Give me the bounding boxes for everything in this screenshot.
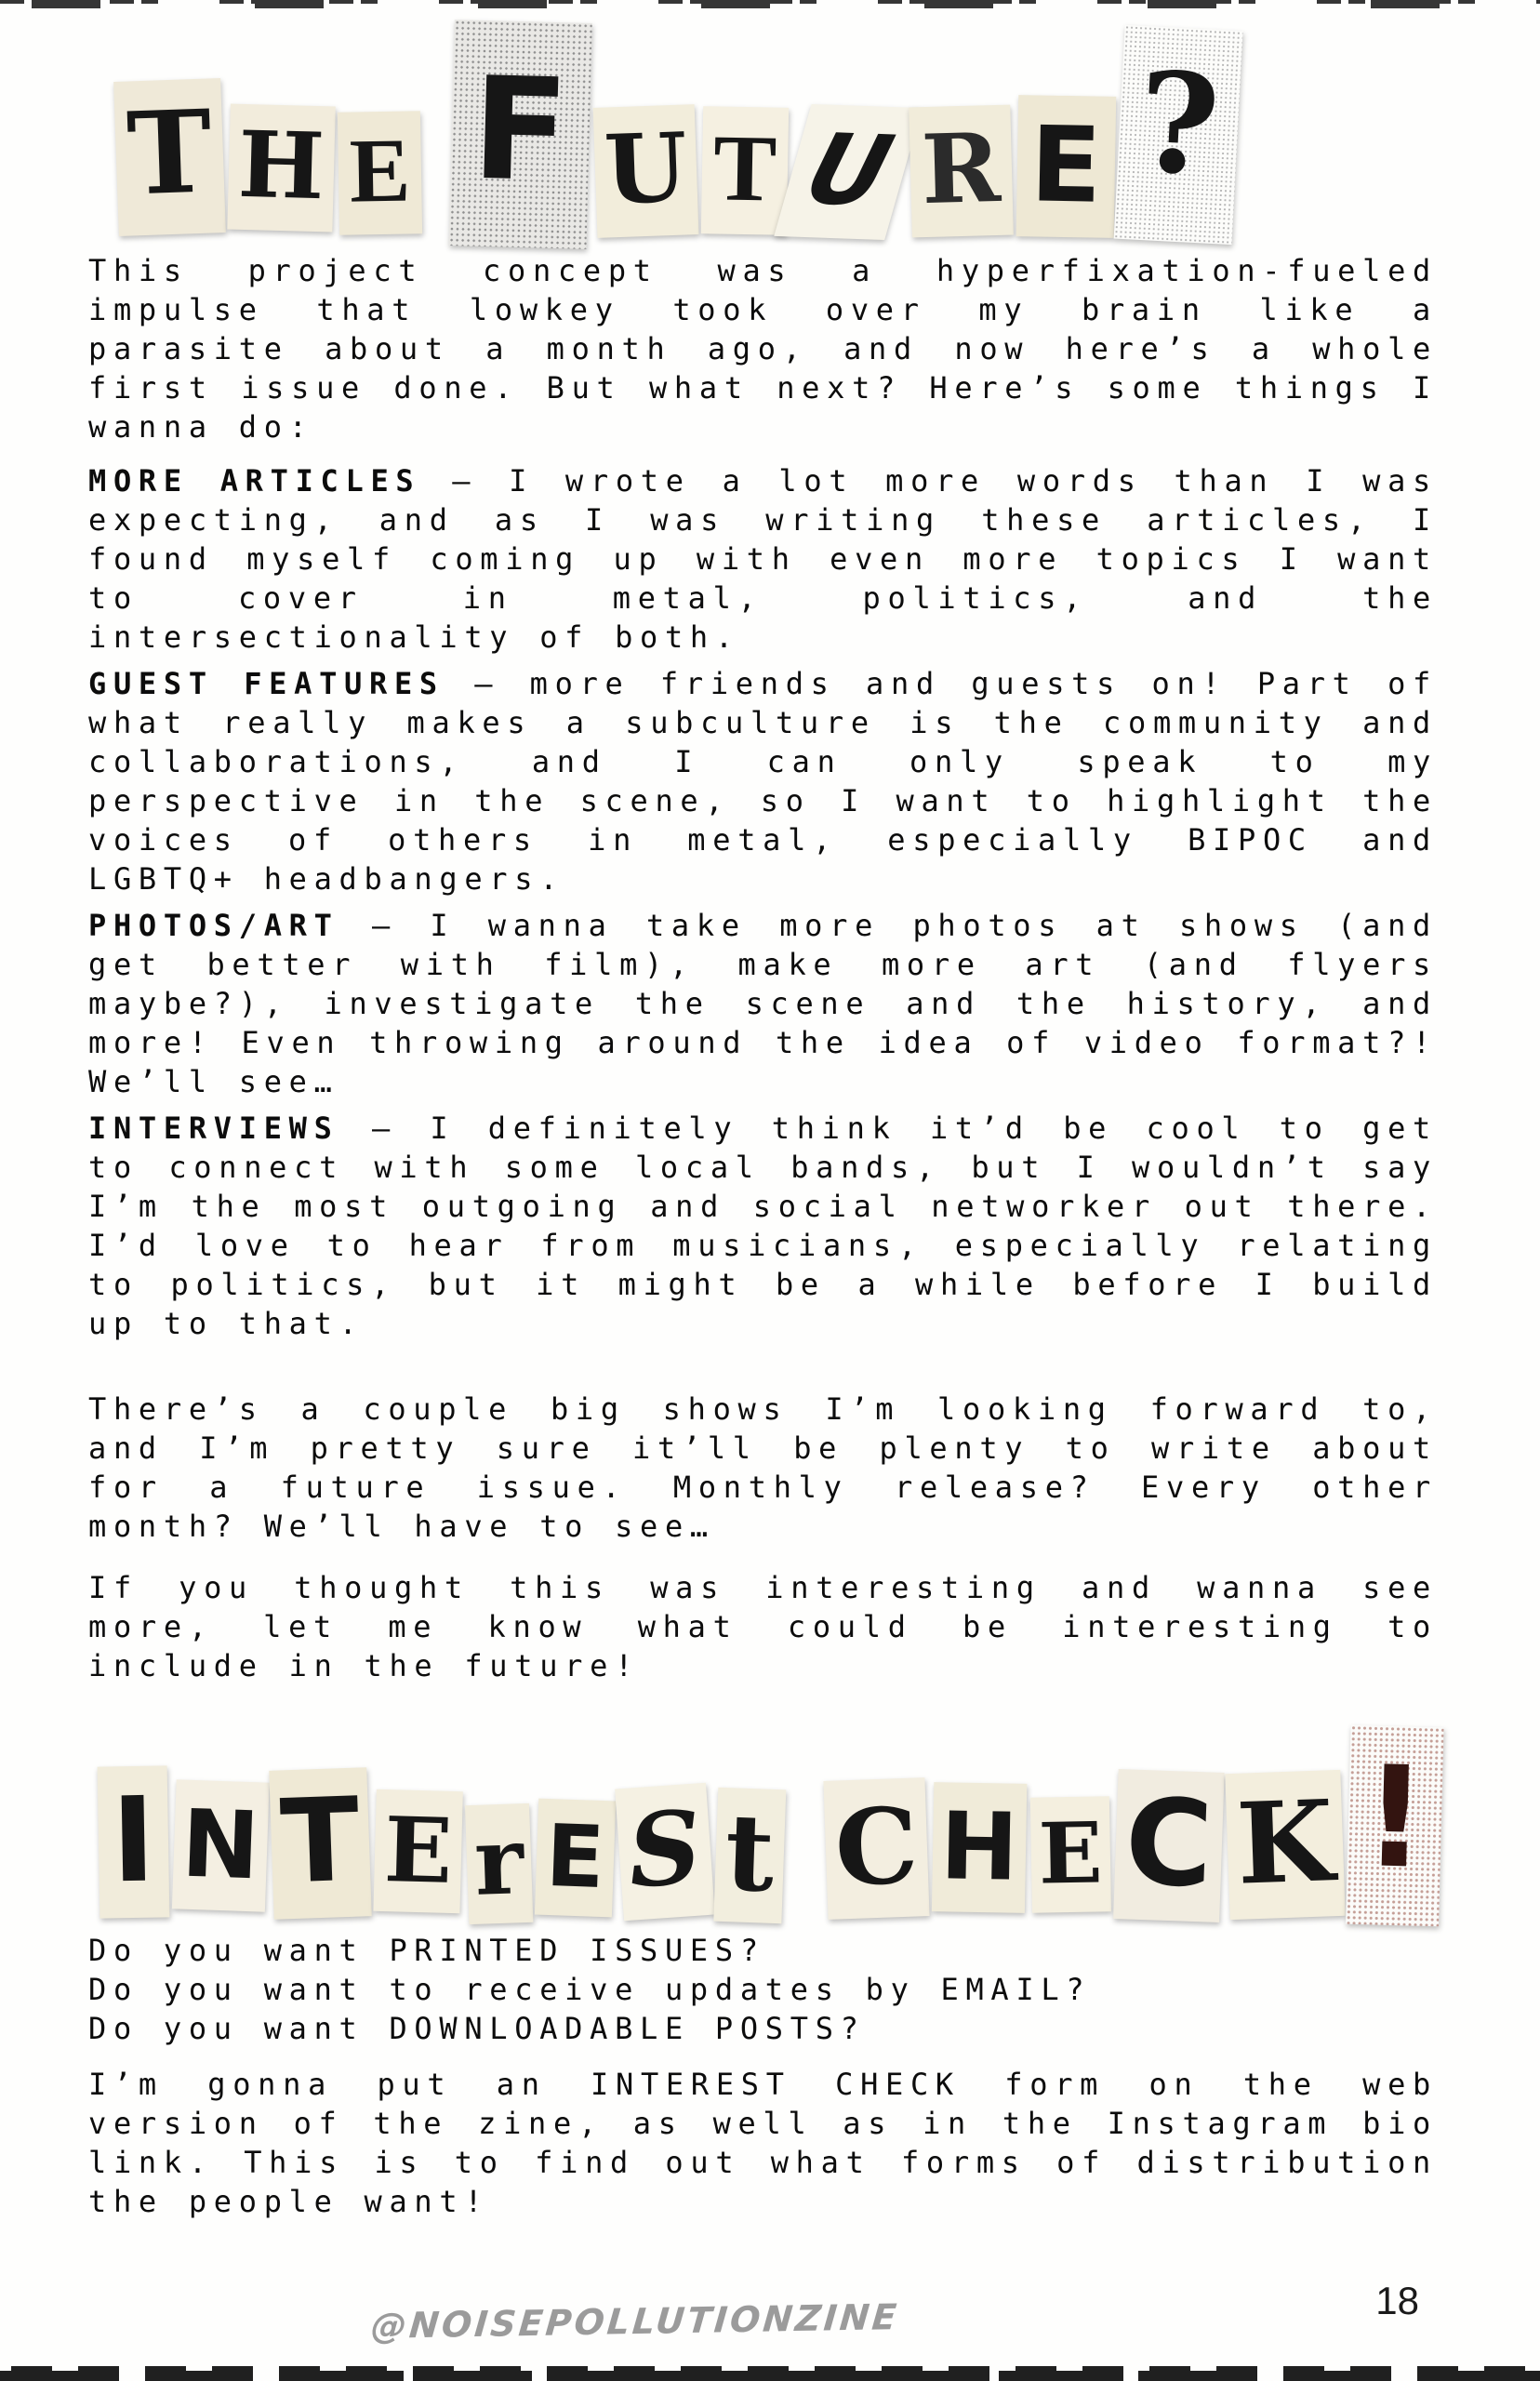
question-printed-issues: Do you want PRINTED ISSUES?: [88, 1933, 765, 1968]
plan-lead: GUEST FEATURES: [88, 666, 445, 701]
interest-title-letter: r: [465, 1803, 533, 1924]
interest-title-letter: E: [1030, 1796, 1111, 1912]
main-title-letter: F: [448, 20, 591, 249]
interest-title-letter: T: [269, 1767, 371, 1920]
plan-interviews: [88, 1109, 1438, 1343]
main-title-letter: R: [909, 105, 1013, 238]
interest-title-letter: S: [615, 1783, 715, 1921]
plan-text: — I wrote a lot more words than I was expecting, and as I was writing these articles, I found myself coming up with even more topics I want to cover in metal, politics, and the intersectionality of both.: [88, 463, 1438, 655]
plan-lead: INTERVIEWS: [88, 1111, 339, 1146]
question-downloadable-posts: Do you want DOWNLOADABLE POSTS?: [88, 2011, 866, 2046]
main-title-letter: E: [1016, 95, 1115, 238]
interest-title-letter: K: [1225, 1770, 1346, 1920]
interest-title-letter: N: [171, 1779, 268, 1911]
plan-photos-art: [88, 906, 1438, 1101]
main-title-letter: U: [774, 104, 923, 240]
interest-title-letter: H: [932, 1782, 1027, 1913]
main-title-letter: T: [113, 78, 226, 236]
main-title-letter: ?: [1114, 25, 1243, 245]
interest-title-letter: I: [97, 1765, 169, 1918]
interest-title-letter: E: [535, 1799, 616, 1918]
interest-title-letter: C: [1113, 1769, 1224, 1922]
interest-title-ransom: [0, 1706, 1540, 1918]
main-title-letter: U: [592, 104, 698, 238]
interest-questions: [0, 1931, 1540, 2048]
main-title-letter: H: [227, 104, 335, 233]
plan-lead: PHOTOS/ART: [88, 908, 339, 943]
plan-more-articles: [88, 461, 1438, 657]
plan-lead: MORE ARTICLES: [88, 463, 421, 499]
photocopy-edge-top: [0, 0, 1540, 11]
page-title-ransom: [0, 13, 1447, 234]
interest-title-letter: C: [824, 1777, 930, 1920]
plan-text: — I definitely think it’d be cool to get to connect with some local bands, but I wouldn’t say I’m the most outgoing and social networker out there. I’d love to hear from musicians, especially relating to politics, but it might be a while before I build up to that.: [88, 1111, 1438, 1341]
shows-paragraph: There’s a couple big shows I’m looking forward to, and I’m pretty sure it’ll be plenty to write about for a future issue. Monthly release? Every other month? We’ll have to see…: [88, 1391, 1438, 1544]
interest-title-letter: t: [713, 1788, 786, 1923]
plans-list: [88, 461, 1438, 1343]
plan-guest-features: [88, 664, 1438, 898]
question-email-updates: Do you want to receive updates by EMAIL?: [88, 1972, 1092, 2007]
plan-text: — more friends and guests on! Part of what really makes a subculture is the community and collaborations, and I can only speak to my perspective in the scene, so I want to highlight the voices of others in metal, especially BIPOC and LGBTQ+ headbangers.: [88, 666, 1438, 897]
interest-title-letter: !: [1346, 1725, 1444, 1927]
intro-paragraph: This project concept was a hyperfixation-fueled impulse that lowkey took over my brain like a parasite about a month ago, and now here’s a whole first issue done. But what next? Here’s some things I wanna do:: [88, 253, 1438, 445]
article-body: [0, 251, 1540, 1685]
page-number: 18: [1375, 2279, 1419, 2322]
interest-title-letter: E: [373, 1789, 463, 1913]
instagram-handle: @NOISEPOLLUTIONZINE: [369, 2296, 901, 2347]
main-title-letter: T: [700, 106, 788, 235]
photocopy-edge-bottom: [0, 2366, 1540, 2381]
plan-text: — I wanna take more photos at shows (and get better with film), make more art (and flyers maybe?), investigate the scene and the history, and more! Even throwing around the idea of video format?! We’ll see…: [88, 908, 1438, 1099]
main-title-letter: E: [338, 111, 423, 235]
interest-note-paragraph: I’m gonna put an INTEREST CHECK form on the web version of the zine, as well as in the Instagram bio link. This is to find out what forms of distribution the people want!: [88, 2067, 1438, 2219]
feedback-paragraph: If you thought this was interesting and wanna see more, let me know what could be interesting to include in the future!: [88, 1570, 1438, 1683]
